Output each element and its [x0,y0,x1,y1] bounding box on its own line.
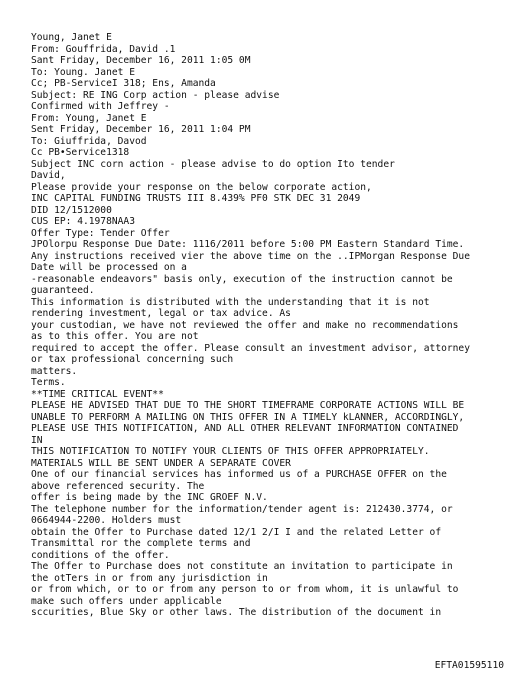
text-line: **TIME CRITICAL EVENT** [31,388,164,400]
text-line: To: Giuffrida, Davod [31,135,147,147]
text-line: Sant Friday, December 16, 2011 1:05 0M [31,55,251,66]
text-line: Please provide your response on the below corporate action, [31,181,372,193]
text-line: PLEASE USE THIS NOTIFICATION, AND ALL OTHER RELEVANT INFORMATION CONTAINED [31,423,459,434]
text-line: or tax professional concerning such [31,354,234,365]
text-line: Confirmed with Jeffrey - [31,101,170,112]
text-line: From: Gouffrida, David .1 [31,43,176,55]
email-body-text [31,32,501,619]
text-line: offer is being made by the INC GROEF N.V. [31,492,268,503]
text-line: This information is distributed with the understanding that it is not [31,296,430,308]
text-line: Cc PB•Service1318 [31,147,130,158]
text-line: Sent Friday, December 16, 2011 1:04 PM [31,124,251,135]
text-line: -reasonable endeavors" basis only, execution of the instruction cannot be [31,273,453,285]
text-line: matters. [31,365,78,377]
text-line: CUS EP: 4.1978NAA3 [31,216,135,227]
text-line: David, [31,170,66,181]
text-line: guaranteed. [31,285,95,296]
text-line: Young, Janet E [31,32,112,43]
text-line: The Offer to Purchase does not constitute an invitation to participate in [31,561,453,572]
text-line: Subject INC corn action - please advise to do option Ito tender [31,158,395,170]
text-line: JPOlorpu Response Due Date: 1116/2011 before 5:00 PM Eastern Standard Time. [31,239,465,250]
text-line: UNABLE TO PERFORM A MAILING ON THIS OFFER IN A TIMELY kLANNER, ACCORDINGLY, [31,411,465,423]
text-line: Offer Type: Tender Offer [31,227,170,239]
text-line: The telephone number for the information/tender agent is: 212430.3774, or [31,503,453,515]
text-line: conditions of the offer. [31,549,170,561]
text-line: your custodian, we have not reviewed the offer and make no recommendations [31,319,459,331]
text-line: Cc; PB-ServiceI 318; Ens, Amanda [31,78,216,89]
text-line: Date will be processed on a [31,262,187,273]
text-line: THIS NOTIFICATION TO NOTIFY YOUR CLIENTS OF THIS OFFER APPROPRIATELY. [31,446,430,457]
text-line: sccurities, Blue Sky or other laws. The distribution of the document in [31,607,442,618]
text-line: INC CAPITAL FUNDING TRUSTS III 8.439% PF0 STK DEC 31 2049 [31,193,361,204]
text-line: 0664944-2200. Holders must [31,515,182,526]
text-line: PLEASE HE ADVISED THAT DUE TO THE SHORT TIMEFRAME CORPORATE ACTIONS WILL BE [31,400,465,411]
text-line: To: Young. Janet E [31,66,135,78]
text-line: One of our financial services has informed us of a PURCHASE OFFER on the [31,469,447,480]
text-line: rendering investment, legal or tax advice. As [31,308,291,319]
text-line: IN [31,434,43,446]
text-line: DID 12/1512000 [31,204,112,216]
text-line: From: Young, Janet E [31,112,147,124]
text-line: Transmittal ror the complete terms and [31,538,251,549]
text-line: make such offers under applicable [31,595,222,607]
text-line: Subject: RE ING Corp action - please advise [31,89,280,101]
text-line: obtain the Offer to Purchase dated 12/1 2/I I and the related Letter of [31,526,442,538]
text-line: or from which, or to or from any person to or from whom, it is unlawful to [31,584,459,595]
text-line: Any instructions received vier the above time on the ..IPMorgan Response Due [31,250,470,262]
text-line: as to this offer. You are not [31,331,199,342]
text-line: above referenced security. The [31,480,205,492]
text-line: MATERIALS WILL BE SENT UNDER A SEPARATE COVER [31,457,291,469]
text-line: the otTers in or from any jurisdiction in [31,572,268,584]
text-line: Terms. [31,377,66,388]
bates-number: EFTA01595110 [434,660,504,671]
text-line: required to accept the offer. Please consult an investment advisor, attorney [31,342,470,354]
